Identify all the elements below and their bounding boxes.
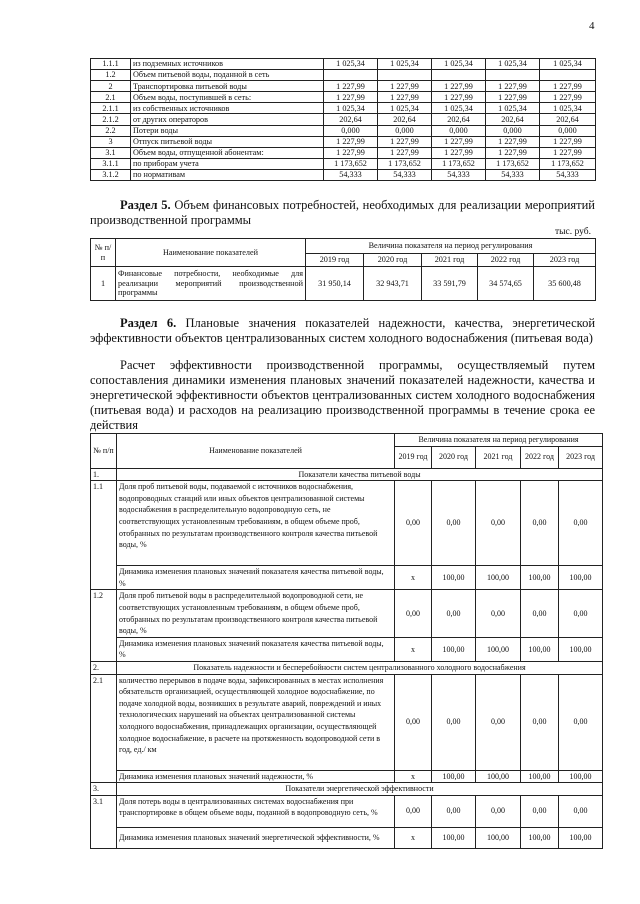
group-row xyxy=(91,468,603,481)
t3-row-no: 2.1 xyxy=(91,674,117,783)
t1-value xyxy=(432,70,486,81)
t3-dynamics-value: 100,00 xyxy=(476,566,521,590)
t1-row-no: 2.1.2 xyxy=(91,114,131,125)
t3-year: 2023 год xyxy=(559,446,603,468)
section5-unit: тыс. руб. xyxy=(555,227,591,237)
t2-value: 33 591,79 xyxy=(422,267,478,301)
t2-year: 2023 год xyxy=(534,254,596,267)
t1-row-name: из подземных источников xyxy=(131,59,324,70)
t3-group-title: Показатели энергетической эффективности xyxy=(117,783,603,796)
t3-value: 0,00 xyxy=(432,481,476,566)
t1-value: 1 227,99 xyxy=(432,147,486,158)
t1-value: 1 227,99 xyxy=(540,136,596,147)
t3-col-value: Величина показателя на период регулирования xyxy=(395,434,603,447)
t1-value: 1 025,34 xyxy=(432,103,486,114)
t1-value: 1 227,99 xyxy=(378,81,432,92)
t1-value: 1 173,652 xyxy=(324,158,378,169)
table-row xyxy=(91,481,603,566)
t1-value: 1 227,99 xyxy=(378,147,432,158)
t1-value: 1 227,99 xyxy=(540,81,596,92)
t3-group-title: Показатель надежности и бесперебойности систем централизованного холодного водоснабжения xyxy=(117,661,603,674)
t3-row-name: Доля проб питьевой воды, подаваемой с источников водоснабжения, водопроводных станций или иных объектов централизованной системы водоснабжения в распределительную водопроводную сеть, не соответствующих установленным требованиям, в общем объеме проб, отобранных по результатам производственного контроля качества питьевой воды, % xyxy=(117,481,395,566)
t1-row-name: Отпуск питьевой воды xyxy=(131,136,324,147)
t1-value: 0,000 xyxy=(486,125,540,136)
section6-paragraph: Расчет эффективности производственной программы, осуществляемый путем сопоставления динамики изменения плановых значений показателей надежности, качества и энергетической эффективности объектов централизованных систем холодного водоснабжения (питьевая вода) и расходов на реализацию производственной программы в течение срока ее действия xyxy=(90,358,595,432)
group-row xyxy=(91,783,603,796)
t1-row-no: 2.2 xyxy=(91,125,131,136)
t3-value: 0,00 xyxy=(432,590,476,637)
table-row xyxy=(91,125,596,136)
t1-value xyxy=(540,70,596,81)
t3-row-name: количество перерывов в подаче воды, зафиксированных в местах исполнения обязательств организацией, осуществляющей холодное водоснабжение, по подаче холодной воды, возникших в результате аварий, повреждений и иных технологических нарушений на объектах централизованной системы холодного водоснабжения, принадлежащих организации, осуществляющей холодное водоснабжение, в расчете на протяженность водопроводной сети в год, ед./ км xyxy=(117,674,395,770)
t2-col-no: № п/п xyxy=(91,239,116,267)
table-row xyxy=(91,136,596,147)
t1-row-no: 3 xyxy=(91,136,131,147)
water-balance-table xyxy=(90,58,596,181)
t1-value: 0,000 xyxy=(324,125,378,136)
t3-dynamics-value: 100,00 xyxy=(559,566,603,590)
t1-value: 202,64 xyxy=(378,114,432,125)
t3-value: 0,00 xyxy=(476,674,521,770)
t3-dynamics-value: 100,00 xyxy=(476,827,521,848)
indicators-table xyxy=(90,433,603,849)
t1-value: 0,000 xyxy=(432,125,486,136)
t3-dynamics-value: 100,00 xyxy=(521,827,559,848)
t3-dynamics-value: 100,00 xyxy=(521,637,559,661)
t1-row-no: 3.1.2 xyxy=(91,169,131,180)
t3-col-no: № п/п xyxy=(91,434,117,469)
t2-row-no: 1 xyxy=(91,267,116,301)
t1-value xyxy=(378,70,432,81)
t3-value: 0,00 xyxy=(432,795,476,827)
table-row xyxy=(91,674,603,770)
t3-value: 0,00 xyxy=(476,481,521,566)
t3-row-no: 1.1 xyxy=(91,481,117,590)
t1-value: 1 025,34 xyxy=(324,103,378,114)
t1-value: 1 025,34 xyxy=(432,59,486,70)
t1-value: 1 025,34 xyxy=(378,103,432,114)
t1-row-name: Объем питьевой воды, поданной в сеть xyxy=(131,70,324,81)
t3-value: 0,00 xyxy=(521,674,559,770)
t1-value: 1 227,99 xyxy=(486,136,540,147)
t1-row-no: 3.1.1 xyxy=(91,158,131,169)
dynamics-row xyxy=(91,566,603,590)
t3-year: 2020 год xyxy=(432,446,476,468)
t1-value: 1 025,34 xyxy=(486,103,540,114)
t3-row-no: 3.1 xyxy=(91,795,117,848)
t3-dynamics-name: Динамика изменения плановых значений показателя качества питьевой воды, % xyxy=(117,566,395,590)
t3-value: 0,00 xyxy=(521,481,559,566)
t3-dynamics-value: 100,00 xyxy=(432,637,476,661)
t1-row-no: 2 xyxy=(91,81,131,92)
t1-row-name: из собственных источников xyxy=(131,103,324,114)
t1-value: 1 227,99 xyxy=(486,81,540,92)
t3-value: 0,00 xyxy=(559,795,603,827)
t3-dynamics-value: 100,00 xyxy=(432,770,476,783)
t1-value: 1 227,99 xyxy=(324,136,378,147)
t1-value: 1 025,34 xyxy=(540,59,596,70)
t1-value: 202,64 xyxy=(432,114,486,125)
t1-value: 54,333 xyxy=(540,169,596,180)
t1-value: 202,64 xyxy=(486,114,540,125)
section5-title-bold: Раздел 5. xyxy=(120,198,171,212)
t3-dynamics-value: 100,00 xyxy=(521,566,559,590)
t3-dynamics-value: x xyxy=(395,770,432,783)
t2-value: 31 950,14 xyxy=(306,267,364,301)
table-row xyxy=(91,59,596,70)
t1-value: 1 025,34 xyxy=(486,59,540,70)
t3-row-no: 1.2 xyxy=(91,590,117,662)
t3-dynamics-value: 100,00 xyxy=(559,637,603,661)
t1-value: 54,333 xyxy=(486,169,540,180)
t3-dynamics-value: 100,00 xyxy=(432,827,476,848)
t1-row-name: по приборам учета xyxy=(131,158,324,169)
t2-row-name: Финансовые потребности, необходимые для реализации мероприятий производственной программы xyxy=(116,267,306,301)
dynamics-row xyxy=(91,770,603,783)
t3-dynamics-name: Динамика изменения плановых значений надежности, % xyxy=(117,770,395,783)
t1-value: 1 173,652 xyxy=(378,158,432,169)
t1-row-no: 1.2 xyxy=(91,70,131,81)
section6-title-text: Плановые значения показателей надежности, качества, энергетической эффективности объектов централизованных систем холодного водоснабжения (питьевая вода) xyxy=(90,316,596,345)
section5-title-text: Объем финансовых потребностей, необходимых для реализации мероприятий производственной программы xyxy=(90,198,595,227)
dynamics-row xyxy=(91,637,603,661)
t2-year: 2022 год xyxy=(478,254,534,267)
t3-value: 0,00 xyxy=(395,590,432,637)
section6-title-bold: Раздел 6. xyxy=(120,316,177,330)
t1-value: 0,000 xyxy=(540,125,596,136)
t1-row-no: 3.1 xyxy=(91,147,131,158)
t1-value: 1 227,99 xyxy=(540,92,596,103)
t1-value: 1 227,99 xyxy=(378,136,432,147)
t1-value: 1 227,99 xyxy=(432,92,486,103)
t1-row-name: по нормативам xyxy=(131,169,324,180)
t1-value: 1 227,99 xyxy=(432,81,486,92)
t1-value: 1 173,652 xyxy=(486,158,540,169)
t1-row-name: Объем воды, отпущенной абонентам: xyxy=(131,147,324,158)
group-row xyxy=(91,661,603,674)
t3-row-name: Доля проб питьевой воды в распределительной водопроводной сети, не соответствующих установленным требованиям, в общем объеме проб, отобранных по результатам производственного контроля качества питьевой воды, % xyxy=(117,590,395,637)
t3-value: 0,00 xyxy=(559,674,603,770)
t3-dynamics-value: 100,00 xyxy=(559,770,603,783)
t1-value: 1 227,99 xyxy=(486,147,540,158)
t1-value xyxy=(324,70,378,81)
t3-group-title: Показатели качества питьевой воды xyxy=(117,468,603,481)
t3-value: 0,00 xyxy=(395,674,432,770)
t1-value: 1 227,99 xyxy=(432,136,486,147)
t3-dynamics-value: 100,00 xyxy=(476,770,521,783)
t1-value: 202,64 xyxy=(324,114,378,125)
t3-dynamics-value: 100,00 xyxy=(476,637,521,661)
t1-row-name: от других операторов xyxy=(131,114,324,125)
t3-value: 0,00 xyxy=(559,481,603,566)
t2-value: 34 574,65 xyxy=(478,267,534,301)
t1-value: 1 173,652 xyxy=(540,158,596,169)
t1-value: 1 227,99 xyxy=(324,92,378,103)
t3-group-no: 3. xyxy=(91,783,117,796)
t3-dynamics-value: 100,00 xyxy=(559,827,603,848)
t3-value: 0,00 xyxy=(395,481,432,566)
t1-value: 0,000 xyxy=(378,125,432,136)
section6-title xyxy=(90,316,595,346)
table-row xyxy=(91,795,603,827)
table-row xyxy=(91,147,596,158)
t1-row-name: Транспортировка питьевой воды xyxy=(131,81,324,92)
t1-value: 1 173,652 xyxy=(432,158,486,169)
t1-row-no: 2.1.1 xyxy=(91,103,131,114)
t3-year: 2019 год xyxy=(395,446,432,468)
table-row xyxy=(91,81,596,92)
t1-value: 1 025,34 xyxy=(378,59,432,70)
t1-value: 1 227,99 xyxy=(540,147,596,158)
t3-dynamics-value: x xyxy=(395,637,432,661)
t1-value: 1 227,99 xyxy=(324,81,378,92)
t3-dynamics-value: 100,00 xyxy=(432,566,476,590)
t1-row-name: Потери воды xyxy=(131,125,324,136)
t2-year: 2020 год xyxy=(364,254,422,267)
t1-value: 202,64 xyxy=(540,114,596,125)
t3-dynamics-name: Динамика изменения плановых значений энергетической эффективности, % xyxy=(117,827,395,848)
t3-value: 0,00 xyxy=(395,795,432,827)
t3-dynamics-value: x xyxy=(395,566,432,590)
t1-value: 1 025,34 xyxy=(324,59,378,70)
t2-year: 2021 год xyxy=(422,254,478,267)
t2-value: 35 600,48 xyxy=(534,267,596,301)
t3-group-no: 2. xyxy=(91,661,117,674)
t1-value: 54,333 xyxy=(324,169,378,180)
t2-col-value: Величина показателя на период регулирования xyxy=(306,239,596,254)
table-row xyxy=(91,70,596,81)
t3-dynamics-name: Динамика изменения плановых значений показателя качества питьевой воды, % xyxy=(117,637,395,661)
t3-group-no: 1. xyxy=(91,468,117,481)
section5-title xyxy=(90,198,595,228)
table-row xyxy=(91,103,596,114)
table-row xyxy=(91,158,596,169)
table-row xyxy=(91,92,596,103)
dynamics-row xyxy=(91,827,603,848)
t1-value xyxy=(486,70,540,81)
t3-year: 2022 год xyxy=(521,446,559,468)
table-row xyxy=(91,590,603,637)
t3-year: 2021 год xyxy=(476,446,521,468)
t1-row-name: Объем воды, поступившей в сеть: xyxy=(131,92,324,103)
t3-value: 0,00 xyxy=(521,590,559,637)
t3-value: 0,00 xyxy=(559,590,603,637)
t3-dynamics-value: 100,00 xyxy=(521,770,559,783)
table-row xyxy=(91,114,596,125)
t1-value: 54,333 xyxy=(432,169,486,180)
t1-value: 1 227,99 xyxy=(486,92,540,103)
t1-value: 1 227,99 xyxy=(324,147,378,158)
t1-row-no: 2.1 xyxy=(91,92,131,103)
t1-value: 1 025,34 xyxy=(540,103,596,114)
t3-col-name: Наименование показателей xyxy=(117,434,395,469)
t3-dynamics-value: x xyxy=(395,827,432,848)
t2-value: 32 943,71 xyxy=(364,267,422,301)
t3-value: 0,00 xyxy=(476,590,521,637)
t3-value: 0,00 xyxy=(521,795,559,827)
t2-col-name: Наименование показателей xyxy=(116,239,306,267)
t1-row-no: 1.1.1 xyxy=(91,59,131,70)
page-number: 4 xyxy=(589,20,595,32)
t2-year: 2019 год xyxy=(306,254,364,267)
t3-value: 0,00 xyxy=(476,795,521,827)
t3-value: 0,00 xyxy=(432,674,476,770)
t3-row-name: Доля потерь воды в централизованных системах водоснабжения при транспортировке в общем объеме воды, поданной в водопроводную сеть, % xyxy=(117,795,395,827)
table-row xyxy=(91,169,596,180)
t1-value: 54,333 xyxy=(378,169,432,180)
t1-value: 1 227,99 xyxy=(378,92,432,103)
financial-needs-table xyxy=(90,238,596,301)
